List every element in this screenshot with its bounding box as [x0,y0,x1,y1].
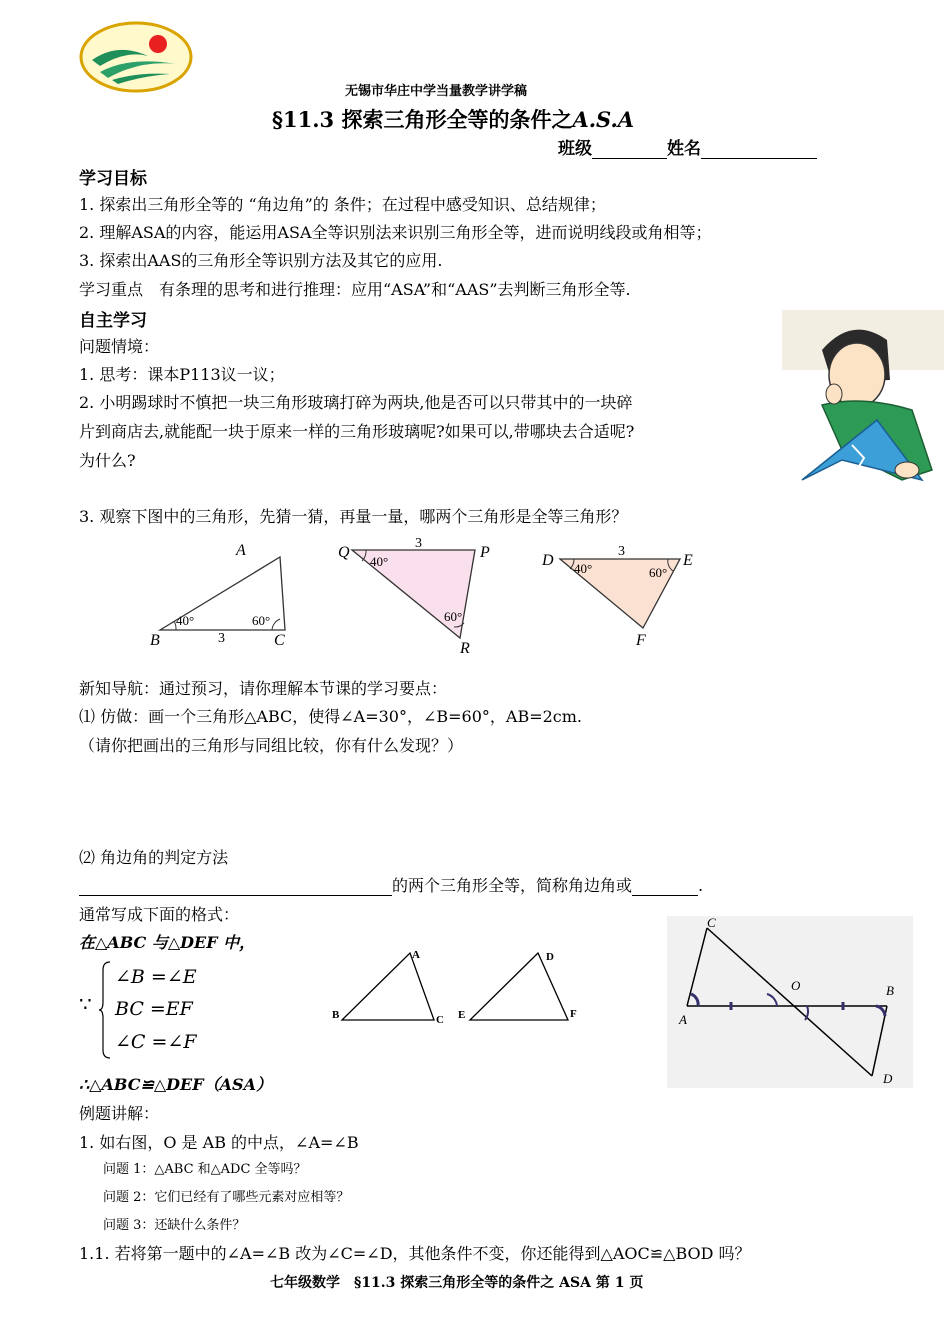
situation-label: 问题情境： [79,337,160,356]
fig-label-C: C [436,1014,444,1026]
angle-Q: 40° [370,554,389,569]
goal-3: 3. 探索出AAS的三角形全等识别方法及其它的应用. [79,251,443,270]
self-study-heading: 自主学习 [79,311,147,331]
angle-E: 60° [649,565,668,580]
side-QP: 3 [415,536,422,551]
label-R: R [460,640,470,657]
name-label: 姓名 [667,139,701,159]
example-q2: 问题 2：它们已经有了哪些元素对应相等？ [103,1190,350,1205]
guide-p2-fill-line: 的两个三角形全等，简称角边角或 . [79,873,703,896]
guide-p2: ⑵ 角边角的判定方法 [79,848,229,867]
question-3: 3. 观察下图中的三角形，先猜一猜，再量一量，哪两个三角形是全等三角形？ [79,507,628,526]
goal-1: 1. 探索出三角形全等的 “角边角”的 条件；在过程中感受知识、总结规律； [79,195,606,214]
ex-label-O: O [791,978,801,993]
angle-R: 60° [444,609,463,624]
angle-C: 60° [252,613,271,628]
school-logo [78,20,194,98]
example-1-1: 1.1. 若将第一题中的∠A=∠B 改为∠C=∠D，其他条件不变，你还能得到△AOC≌△BOD 吗？ [79,1244,751,1263]
ex-label-B: B [886,983,894,998]
goals-heading: 学习目标 [79,169,147,189]
label-C: C [274,632,285,649]
side-DE: 3 [618,544,625,559]
label-Q: Q [338,544,350,561]
school-name: 无锡市华庄中学当量教学讲学稿 [345,84,528,99]
triangle-def-small [470,953,568,1020]
question-2-line-2: 片到商店去,就能配一块于原来一样的三角形玻璃呢?如果可以,带哪块去合适呢? [79,422,635,441]
goal-2: 2. 理解ASA的内容，能运用ASA全等识别法来识别三角形全等，进而说明线段或角相等； [79,223,712,242]
ex-label-C: C [707,916,716,930]
condition-brace [98,960,112,1064]
example-heading: 例题讲解： [79,1104,160,1123]
label-A: A [236,542,246,559]
label-P: P [480,544,490,561]
therefore-statement: ∴△ABC≌△DEF（ASA） [79,1075,272,1094]
ex-label-D: D [883,1071,893,1086]
label-B: B [150,632,160,649]
label-F: F [636,632,646,649]
angle-D: 40° [574,561,593,576]
title-prefix: §11.3 探索三角形全等的条件之 [272,107,573,132]
page-footer: 七年级数学 §11.3 探索三角形全等的条件之 ASA 第 1 页 [270,1275,644,1291]
question-2-line-1: 2. 小明踢球时不慎把一块三角形玻璃打碎为两块,他是否可以只带其中的一块碎 [79,393,633,412]
fig-label-E: E [458,1009,466,1021]
format-label: 通常写成下面的格式： [79,905,240,924]
fig-label-B: B [332,1009,340,1021]
fig-label-D: D [546,951,554,963]
example-q1: 问题 1：△ABC 和△ADC 全等吗？ [103,1162,307,1177]
example-figure [667,916,913,1092]
example-q3: 问题 3：还缺什么条件？ [103,1218,246,1233]
label-E: E [683,552,693,569]
condition-1: ∠B =∠E [115,966,197,988]
question-1: 1. 思考：课本P113议一议； [79,365,285,384]
guide-p1-note: （请你把画出的三角形与同组比较，你有什么发现？） [79,736,464,755]
title-suffix: A.S.A [572,107,635,132]
guide-p2-fill-text: 的两个三角形全等，简称角边角或 [392,876,633,895]
broken-glass-illustration [782,310,944,500]
condition-2: BC =EF [115,998,193,1020]
condition-3: ∠C =∠F [115,1031,197,1053]
class-label: 班级 [558,139,592,159]
triangles-figure [140,535,720,664]
because-symbol: ∵ [79,992,92,1016]
ex-label-A: A [679,1012,687,1027]
question-2-line-3: 为什么? [79,451,136,470]
guide-intro: 新知导航：通过预习，请你理解本节课的学习要点： [79,679,448,698]
side-BC: 3 [218,631,225,646]
congruent-triangles-figure [330,945,580,1034]
guide-p1: ⑴ 仿做：画一个三角形△ABC，使得∠A=30°，∠B=60°，AB=2cm. [79,707,583,726]
fig-label-A: A [412,949,420,961]
angle-B: 40° [176,613,195,628]
in-triangles-label: 在△ABC 与△DEF 中， [79,933,256,952]
fig-label-F: F [570,1008,577,1020]
triangle-abc-small [342,953,434,1020]
page-title [272,104,634,134]
example-1: 1. 如右图，O 是 AB 的中点，∠A=∠B [79,1133,359,1152]
key-focus: 学习重点 有条理的思考和进行推理：应用“ASA”和“AAS”去判断三角形全等. [79,280,631,299]
class-name-line [558,134,817,159]
label-D: D [542,552,554,569]
